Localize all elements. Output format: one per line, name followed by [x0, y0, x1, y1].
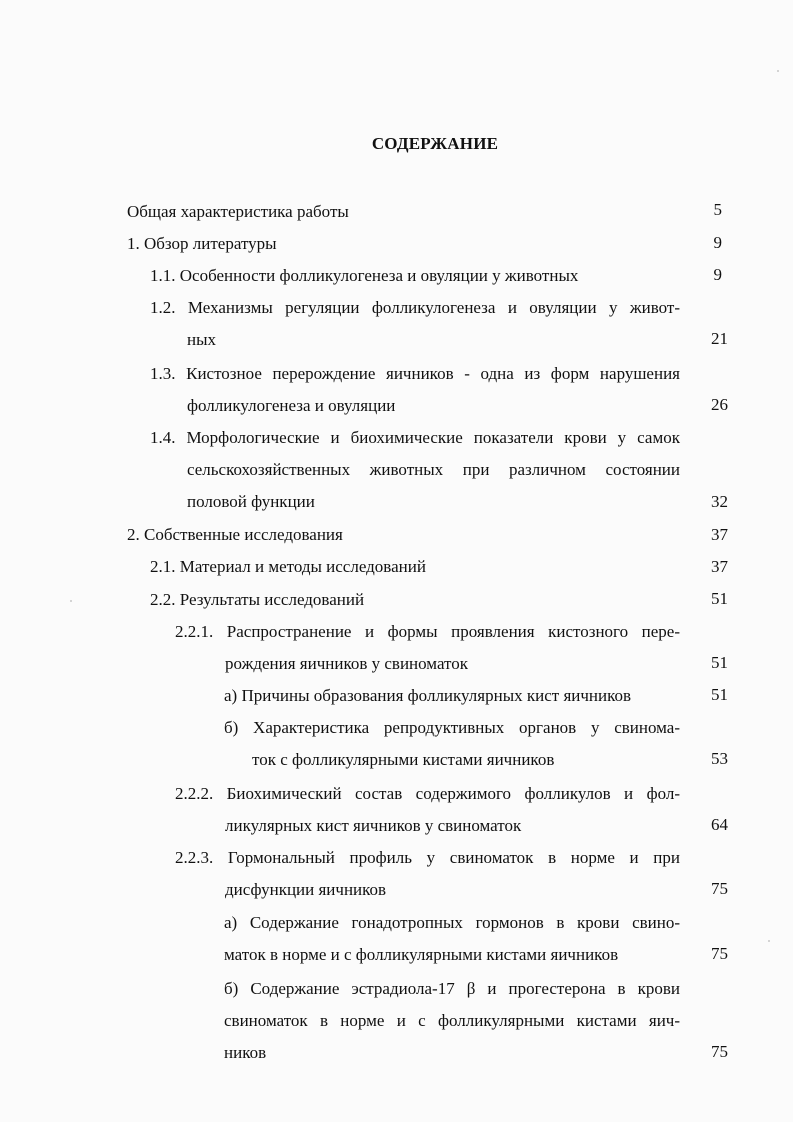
toc-entry-1-3-line1: 1.3. Кистозное перерождение яичников - одна из форм нарушения [150, 364, 680, 383]
toc-entry-2-2-2-line2: ликулярных кист яичников у свиноматок [225, 816, 522, 835]
toc-entry-2-2-3-line1: 2.2.3. Гормональный профиль у свиноматок в норме и при [175, 848, 680, 867]
toc-entry-2-2-3-b-line2: свиноматок в норме и с фолликулярными кистами яич- [224, 1011, 680, 1030]
toc-entry-2-2-2-line1: 2.2.2. Биохимический состав содержимого фолликулов и фол- [175, 784, 680, 803]
toc-entry-1-4-line3: половой функции [187, 492, 315, 511]
toc-entry-1-3-line2: фолликулогенеза и овуляции [187, 396, 396, 415]
toc-page-1-4: 32 [711, 492, 728, 511]
toc-entry-1-4-line1: 1.4. Морфологические и биохимические показатели крови у самок [150, 428, 680, 447]
scan-speck [777, 70, 779, 72]
toc-page-2-1: 37 [711, 557, 728, 576]
page-title: СОДЕРЖАНИЕ [371, 134, 499, 153]
toc-entry-ch1: 1. Обзор литературы [127, 234, 277, 253]
toc-page-general: 5 [713, 200, 722, 219]
toc-page-2-2: 51 [711, 589, 728, 608]
toc-entry-1-2-line2: ных [187, 330, 217, 349]
toc-page-1-2: 21 [711, 329, 728, 348]
toc-entry-2-2-3-b-line3: ников [224, 1043, 267, 1062]
toc-entry-2-2-1-a: а) Причины образования фолликулярных кист яичников [224, 686, 632, 705]
toc-entry-2-2-3-a-line1: а) Содержание гонадотропных гормонов в крови свино- [224, 913, 680, 932]
toc-entry-2-2-1-b-line2: ток с фолликулярными кистами яичников [252, 750, 555, 769]
toc-page-2-2-1-b: 53 [711, 749, 728, 768]
toc-entry-2-2: 2.2. Результаты исследований [150, 590, 365, 609]
toc-entry-2-2-3-b-line1: б) Содержание эстрадиола-17 β и прогестерона в крови [224, 979, 680, 998]
toc-entry-2-2-3-a-line2: маток в норме и с фолликулярными кистами яичников [224, 945, 619, 964]
toc-page-2-2-1-a: 51 [711, 685, 728, 704]
toc-entry-2-2-3-line2: дисфункции яичников [225, 880, 387, 899]
toc-entry-general: Общая характеристика работы [127, 202, 349, 221]
toc-page-2-2-3: 75 [711, 879, 728, 898]
scan-speck [70, 600, 72, 602]
toc-entry-2-2-1-line1: 2.2.1. Распространение и формы проявления кистозного пере- [175, 622, 680, 641]
toc-entry-ch2: 2. Собственные исследования [127, 525, 343, 544]
toc-page-2-2-1: 51 [711, 653, 728, 672]
toc-page-2-2-3-b: 75 [711, 1042, 728, 1061]
toc-page-ch1: 9 [713, 233, 722, 252]
toc-page-1-1: 9 [713, 265, 722, 284]
toc-page-2-2-3-a: 75 [711, 944, 728, 963]
toc-entry-2-1: 2.1. Материал и методы исследований [150, 557, 426, 576]
toc-page-2-2-2: 64 [711, 815, 728, 834]
scan-speck [768, 940, 770, 942]
toc-entry-1-2-line1: 1.2. Механизмы регуляции фолликулогенеза и овуляции у живот- [150, 298, 680, 317]
toc-page-ch2: 37 [711, 525, 728, 544]
toc-entry-2-2-1-line2: рождения яичников у свиноматок [225, 654, 469, 673]
toc-entry-2-2-1-b-line1: б) Характеристика репродуктивных органов у свинома- [224, 718, 680, 737]
toc-entry-1-4-line2: сельскохозяйственных животных при различном состоянии [187, 460, 680, 479]
toc-page-1-3: 26 [711, 395, 728, 414]
toc-entry-1-1: 1.1. Особенности фолликулогенеза и овуляции у животных [150, 266, 579, 285]
